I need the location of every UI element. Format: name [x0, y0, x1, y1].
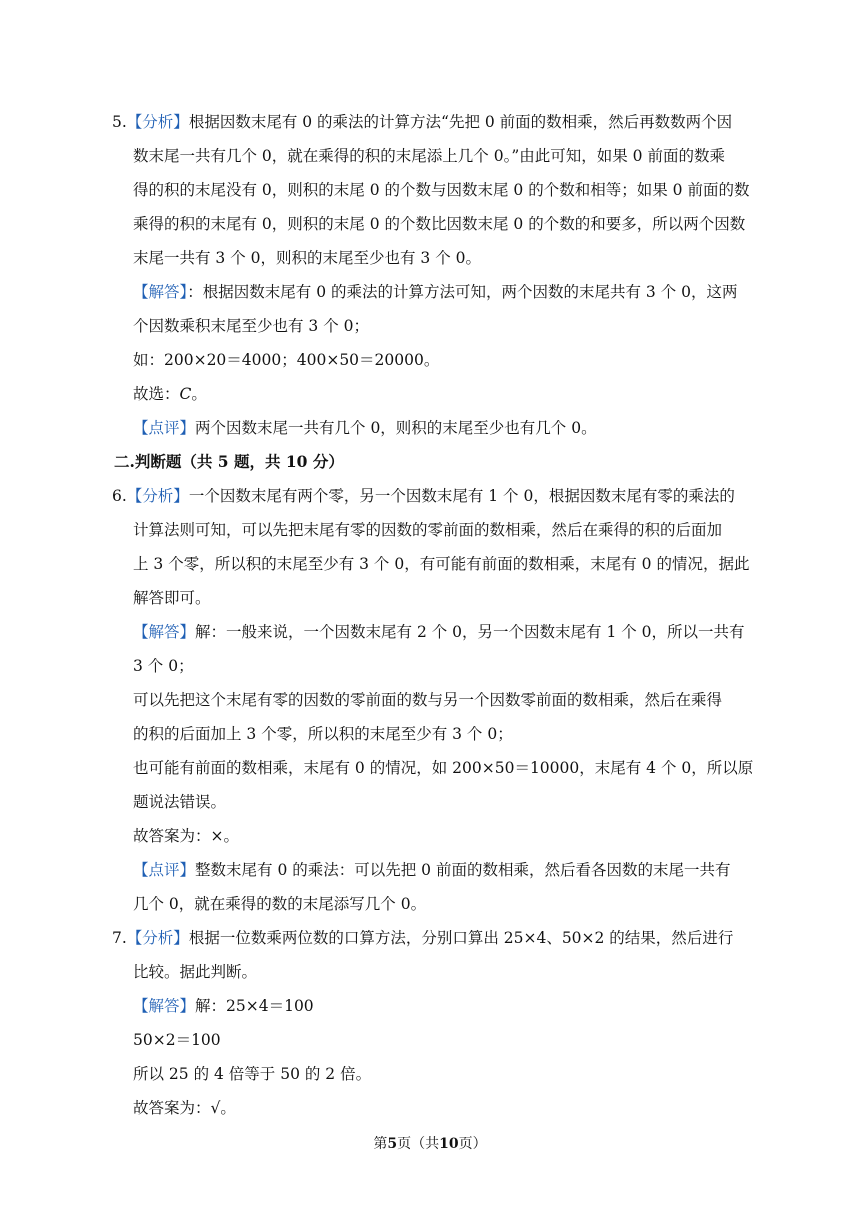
- q5-answer-line-1: 【解答】：根据因数末尾有 0 的乘法的计算方法可知，两个因数的末尾共有 3 个 0，这两: [133, 283, 738, 301]
- q6-analysis-line-2: 计算法则可知，可以先把末尾有零的因数的零前面的数相乘，然后在乘得的积的后面加: [133, 521, 723, 539]
- q6-analysis-line-3: 上 3 个零，所以积的末尾至少有 3 个 0，有可能有前面的数相乘，末尾有 0 的情况，据此: [133, 555, 750, 573]
- q6-analysis-line-4: 解答即可。: [133, 589, 211, 607]
- q5-comment-line: 【点评】两个因数末尾一共有几个 0，则积的末尾至少也有几个 0。: [133, 419, 597, 437]
- q5-analysis-line-1: 5.【分析】根据因数末尾有 0 的乘法的计算方法“先把 0 前面的数相乘，然后再数数两个因: [112, 113, 733, 131]
- section-heading: 二.判断题（共 5 题，共 10 分）: [114, 452, 344, 471]
- q6-answer-line-7: 故答案为：×。: [133, 827, 239, 845]
- q5-analysis-tag: 【分析】: [126, 113, 189, 131]
- q7-analysis-tag: 【分析】: [126, 929, 189, 947]
- q6-answer-line-3: 可以先把这个末尾有零的因数的零前面的数与另一个因数零前面的数相乘，然后在乘得: [133, 691, 723, 709]
- q6-answer-line-5: 也可能有前面的数相乘，末尾有 0 的情况，如 200×50＝10000，末尾有 4 个 0，所以原: [133, 759, 754, 777]
- page-footer: 第5页（共10页）: [373, 1136, 487, 1152]
- q7-analysis-line-2: 比较。据此判断。: [133, 963, 258, 981]
- q6-answer-line-4: 的积的后面加上 3 个零，所以积的末尾至少有 3 个 0；: [133, 725, 513, 743]
- q5-analysis-line-2: 数末尾一共有几个 0，就在乘得的积的末尾添上几个 0。”由此可知，如果 0 前面的数乘: [133, 147, 725, 165]
- q5-analysis-line-3: 得的积的末尾没有 0，则积的末尾 0 的个数与因数末尾 0 的个数和相等；如果 0 前面的数: [133, 181, 750, 199]
- page-number: 5: [387, 1136, 398, 1152]
- q7-answer-tag: 【解答】: [133, 997, 196, 1015]
- q6-comment-tag: 【点评】: [133, 861, 196, 879]
- q6-answer-line-1: 【解答】解：一般来说，一个因数末尾有 2 个 0，另一个因数末尾有 1 个 0，所以一共有: [133, 623, 745, 641]
- q5-comment-tag: 【点评】: [133, 419, 196, 437]
- q6-comment-line-1: 【点评】整数末尾有 0 的乘法：可以先把 0 前面的数相乘，然后看各因数的末尾一共有: [133, 861, 731, 879]
- q5-choice-line: 故选：C。: [133, 385, 207, 403]
- q5-answer-tag: 【解答】: [133, 283, 188, 301]
- q5-choice-letter: C: [179, 385, 192, 403]
- q7-answer-line-2: 50×2＝100: [133, 1031, 221, 1049]
- q6-answer-tag: 【解答】: [133, 623, 196, 641]
- q6-analysis-tag: 【分析】: [126, 487, 189, 505]
- q5-answer-line-2: 个因数乘积末尾至少也有 3 个 0；: [133, 317, 370, 335]
- q7-analysis-line-1: 7.【分析】根据一位数乘两位数的口算方法，分别口算出 25×4、50×2 的结果，然后进行: [112, 929, 734, 947]
- q5-answer-line-3: 如：200×20＝4000；400×50＝20000。: [133, 351, 440, 369]
- q6-answer-line-6: 题说法错误。: [133, 793, 227, 811]
- page-total: 10: [439, 1136, 459, 1152]
- q6-answer-line-2: 3 个 0；: [133, 657, 194, 675]
- q6-number: 6.: [112, 487, 127, 505]
- q7-answer-line-1: 【解答】解：25×4＝100: [133, 997, 314, 1015]
- q5-analysis-line-4: 乘得的积的末尾有 0，则积的末尾 0 的个数比因数末尾 0 的个数的和要多，所以两个因数: [133, 215, 746, 233]
- q7-number: 7.: [112, 929, 127, 947]
- q5-number: 5.: [112, 113, 127, 131]
- q6-analysis-line-1: 6.【分析】一个因数末尾有两个零，另一个因数末尾有 1 个 0，根据因数末尾有零的乘法的: [112, 487, 735, 505]
- q6-comment-line-2: 几个 0，就在乘得的数的末尾添写几个 0。: [133, 895, 427, 913]
- q7-answer-line-3: 所以 25 的 4 倍等于 50 的 2 倍。: [133, 1065, 372, 1083]
- q5-analysis-line-5: 末尾一共有 3 个 0，则积的末尾至少也有 3 个 0。: [133, 249, 482, 267]
- q7-answer-line-4: 故答案为：√。: [133, 1099, 236, 1117]
